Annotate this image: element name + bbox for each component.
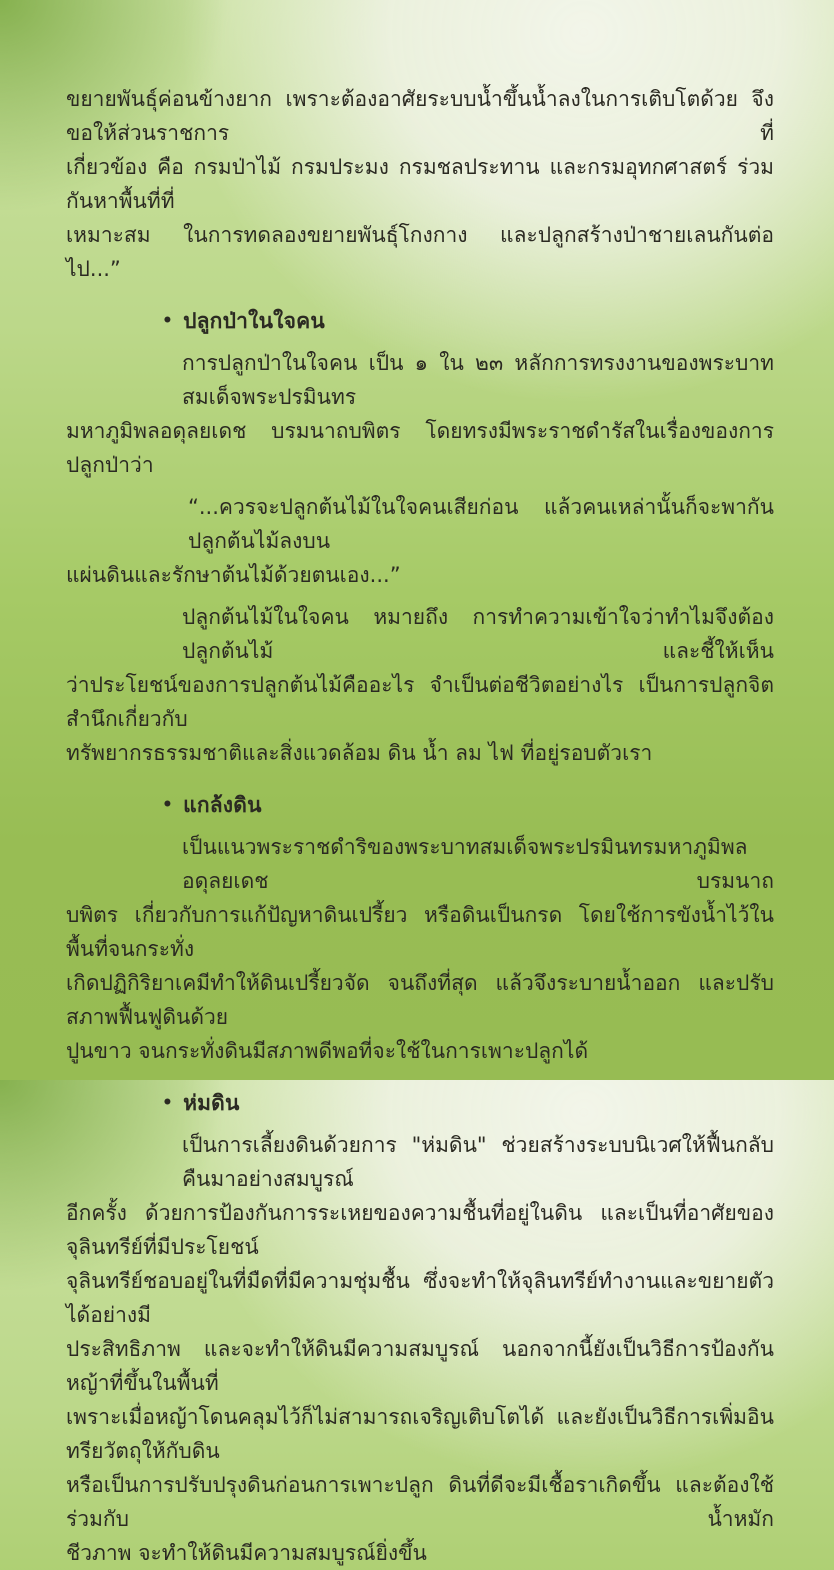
text-line: มหาภูมิพลอดุลยเดช บรมนาถบพิตร โดยทรงมีพระราชดำรัสในเรื่องของการปลูกป่าว่า bbox=[66, 419, 774, 477]
text-line: ชีวภาพ จะทำให้ดินมีความสมบูรณ์ยิ่งขึ้น bbox=[66, 1541, 427, 1565]
section-heading bbox=[162, 788, 774, 822]
text-line: จุลินทรีย์ชอบอยู่ในที่มืดที่มีความชุ่มชื้น ซึ่งจะทำให้จุลินทรีย์ทำงานและขยายตัวได้อย่างมี bbox=[66, 1269, 774, 1327]
text-line: อีกครั้ง ด้วยการป้องกันการระเหยของความชื้นที่อยู่ในดิน และเป็นที่อาศัยของจุลินทรีย์ที่มีประโยชน์ bbox=[66, 1201, 774, 1259]
section-heading-label: แกล้งดิน bbox=[183, 793, 262, 817]
text-line: ว่าประโยชน์ของการปลูกต้นไม้คืออะไร จำเป็นต่อชีวิตอย่างไร เป็นการปลูกจิตสำนึกเกี่ยวกับ bbox=[66, 673, 774, 731]
section-heading bbox=[162, 1086, 774, 1120]
text-line: แผ่นดินและรักษาต้นไม้ด้วยตนเอง...” bbox=[66, 563, 401, 587]
text-line: เหมาะสม ในการทดลองขยายพันธุ์โกงกาง และปลูกสร้างป่าชายเลนกันต่อไป...” bbox=[66, 223, 774, 281]
text-line: เกิดปฏิกิริยาเคมีทำให้ดินเปรี้ยวจัด จนถึงที่สุด แล้วจึงระบายน้ำออก และปรับสภาพฟื้นฟูดินด้วย bbox=[66, 971, 774, 1029]
text-line: ทรัพยากรธรรมชาติและสิ่งแวดล้อม ดิน น้ำ ลม ไฟ ที่อยู่รอบตัวเรา bbox=[66, 741, 653, 765]
text-line: เป็นการเลี้ยงดินด้วยการ "ห่มดิน" ช่วยสร้างระบบนิเวศให้ฟื้นกลับคืนมาอย่างสมบูรณ์ bbox=[182, 1133, 774, 1191]
text-line: ปูนขาว จนกระทั่งดินมีสภาพดีพอที่จะใช้ในการเพาะปลูกได้ bbox=[66, 1039, 589, 1063]
body-paragraph bbox=[66, 1128, 774, 1570]
text-line: การปลูกป่าในใจคน เป็น ๑ ใน ๒๓ หลักการทรงงานของพระบาทสมเด็จพระปรมินทร bbox=[182, 351, 774, 409]
section-heading-label: ปลูกป่าในใจคน bbox=[183, 309, 325, 333]
document-body bbox=[66, 82, 774, 1570]
body-paragraph bbox=[66, 600, 774, 770]
text-line: เพราะเมื่อหญ้าโดนคลุมไว้ก็ไม่สามารถเจริญเติบโตได้ และยังเป็นวิธีการเพิ่มอินทรียวัตถุให้กับดิน bbox=[66, 1405, 774, 1463]
bullet-icon: • bbox=[162, 1093, 174, 1113]
body-paragraph bbox=[66, 82, 774, 286]
text-line: “...ควรจะปลูกต้นไม้ในใจคนเสียก่อน แล้วคนเหล่านั้นก็จะพากันปลูกต้นไม้ลงบน bbox=[188, 495, 774, 553]
text-line: เป็นแนวพระราชดำริของพระบาทสมเด็จพระปรมินทรมหาภูมิพลอดุลยเดช บรมนาถ bbox=[182, 835, 774, 893]
section-heading-label: ห่มดิน bbox=[183, 1091, 240, 1115]
bullet-icon: • bbox=[162, 311, 174, 331]
section-heading bbox=[162, 304, 774, 338]
text-line: เกี่ยวข้อง คือ กรมป่าไม้ กรมประมง กรมชลประทาน และกรมอุทกศาสตร์ ร่วมกันหาพื้นที่ที่ bbox=[66, 155, 774, 213]
text-line: ประสิทธิภาพ และจะทำให้ดินมีความสมบูรณ์ นอกจากนี้ยังเป็นวิธีการป้องกันหญ้าที่ขึ้นในพื้นที่ bbox=[66, 1337, 774, 1395]
bullet-icon: • bbox=[162, 795, 174, 815]
quote-paragraph bbox=[66, 490, 774, 592]
text-line: ขยายพันธุ์ค่อนข้างยาก เพราะต้องอาศัยระบบน้ำขึ้นน้ำลงในการเติบโตด้วย จึงขอให้ส่วนราชการ ที่ bbox=[66, 87, 774, 145]
body-paragraph bbox=[66, 346, 774, 482]
body-paragraph bbox=[66, 830, 774, 1068]
text-line: บพิตร เกี่ยวกับการแก้ปัญหาดินเปรี้ยว หรือดินเป็นกรด โดยใช้การขังน้ำไว้ในพื้นที่จนกระทั่ง bbox=[66, 903, 774, 961]
text-line: ปลูกต้นไม้ในใจคน หมายถึง การทำความเข้าใจว่าทำไมจึงต้องปลูกต้นไม้ และชี้ให้เห็น bbox=[182, 605, 774, 663]
text-line: หรือเป็นการปรับปรุงดินก่อนการเพาะปลูก ดินที่ดีจะมีเชื้อราเกิดขึ้น และต้องใช้ร่วมกับ น้ำหมัก bbox=[66, 1473, 774, 1531]
